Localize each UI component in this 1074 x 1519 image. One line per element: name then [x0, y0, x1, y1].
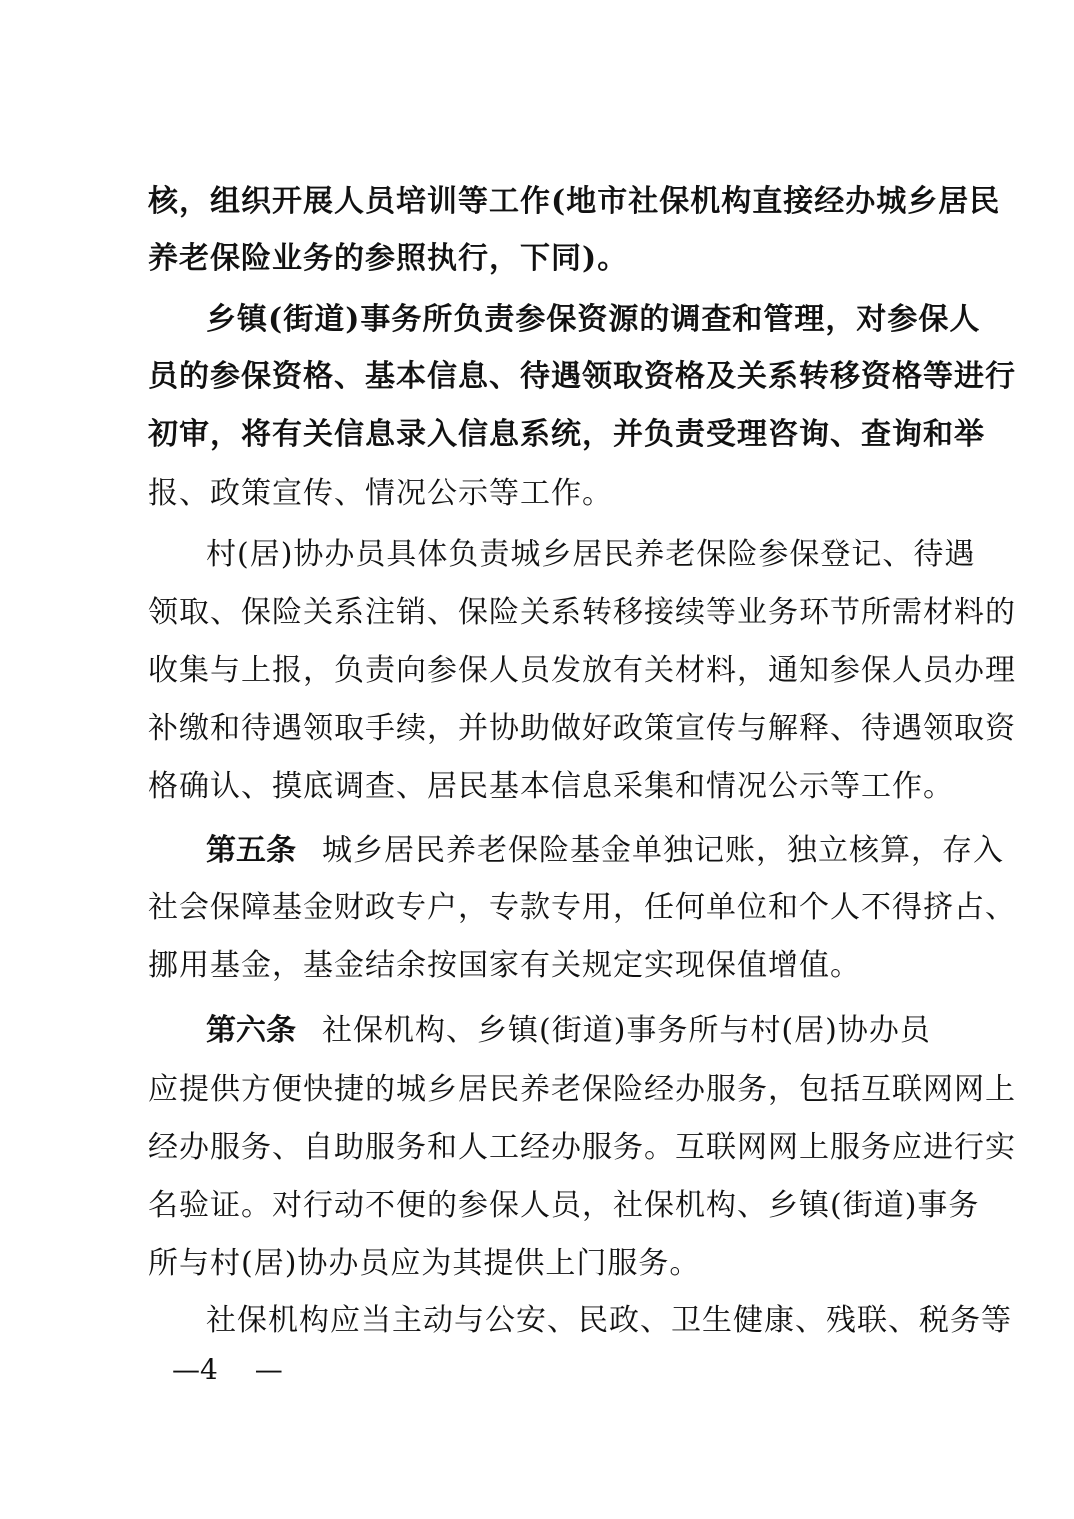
text-line: 领取、保险关系注销、保险关系转移接续等业务环节所需材料的 [148, 595, 1016, 630]
text-line: 挪用基金，基金结余按国家有关规定实现保值增值。 [148, 948, 861, 983]
text-line: 乡镇(街道)事务所负责参保资源的调查和管理，对参保人 [206, 302, 981, 337]
text-line: 社保机构应当主动与公安、民政、卫生健康、残联、税务等 [206, 1303, 1012, 1338]
article-6-line [206, 1011, 1006, 1051]
article-6-text: 社保机构、乡镇(街道)事务所与村(居)协办员 [322, 1013, 931, 1048]
text-line: 养老保险业务的参照执行，下同)。 [148, 241, 629, 276]
text-line: 社会保障基金财政专户，专款专用，任何单位和个人不得挤占、 [148, 890, 1016, 925]
text-line: 核，组织开展人员培训等工作(地市社保机构直接经办城乡居民 [148, 184, 1001, 219]
text-line: 所与村(居)协办员应为其提供上门服务。 [148, 1246, 701, 1281]
text-line: 补缴和待遇领取手续，并协助做好政策宣传与解释、待遇领取资 [148, 711, 1016, 746]
article-5-line [206, 831, 1006, 871]
text-line: 经办服务、自助服务和人工经办服务。互联网网上服务应进行实 [148, 1130, 1016, 1165]
text-line: 格确认、摸底调查、居民基本信息采集和情况公示等工作。 [148, 769, 954, 804]
article-6-heading: 第六条 [206, 1013, 296, 1048]
text-line: 报、政策宣传、情况公示等工作。 [148, 476, 613, 511]
page-number: —4 — [172, 1353, 283, 1386]
article-5-heading: 第五条 [206, 833, 296, 868]
text-line: 村(居)协办员具体负责城乡居民养老保险参保登记、待遇 [206, 537, 976, 572]
text-line: 收集与上报，负责向参保人员发放有关材料，通知参保人员办理 [148, 653, 1016, 688]
text-line: 员的参保资格、基本信息、待遇领取资格及关系转移资格等进行 [148, 359, 1016, 394]
text-line: 应提供方便快捷的城乡居民养老保险经办服务，包括互联网网上 [148, 1072, 1016, 1107]
text-line: 名验证。对行动不便的参保人员，社保机构、乡镇(街道)事务 [148, 1188, 980, 1223]
article-5-text: 城乡居民养老保险基金单独记账，独立核算，存入 [322, 833, 1004, 868]
text-line: 初审，将有关信息录入信息系统，并负责受理咨询、查询和举 [148, 417, 985, 452]
